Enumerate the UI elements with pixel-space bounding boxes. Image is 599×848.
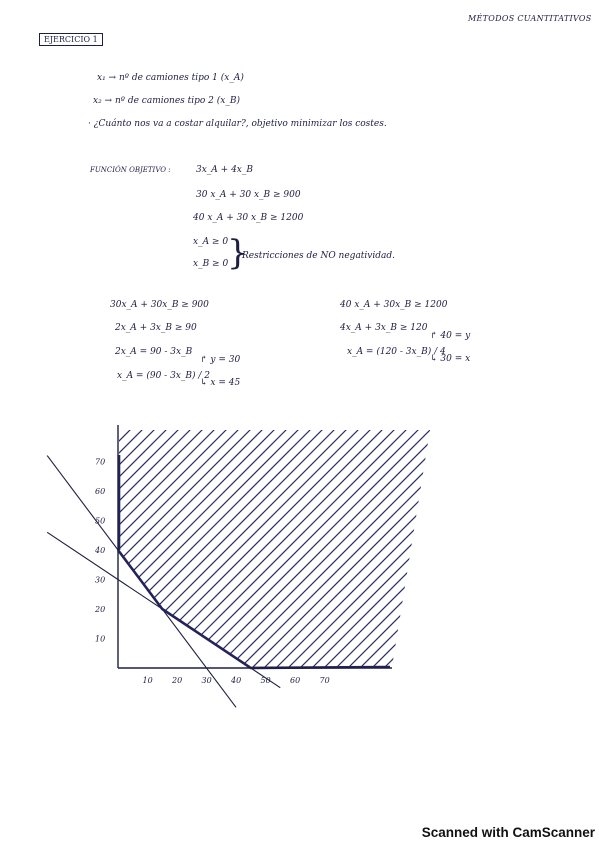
x-tick-label: 10 — [142, 676, 153, 685]
left-calc-line-2: 2x_A + 3x_B ≥ 90 — [115, 323, 197, 333]
course-header: MÉTODOS CUANTITATIVOS — [468, 14, 592, 23]
hatch-line — [100, 304, 460, 664]
hatch-line — [100, 592, 460, 848]
x-tick-labels — [143, 676, 330, 685]
scanner-footer: Scanned with CamScanner — [421, 825, 595, 840]
y-tick-label: 20 — [95, 605, 106, 614]
exercise-title: EJERCICIO 1 — [39, 33, 103, 46]
constraint-2: 40 x_A + 30 x_B ≥ 1200 — [193, 213, 304, 223]
definition-x2: x₂ → nº de camiones tipo 2 (x_B) — [93, 96, 240, 106]
hatch-line — [100, 316, 460, 676]
definition-goal: · ¿Cuánto nos va a costar alquilar?, objetivo minimizar los costes. — [88, 119, 387, 129]
hatch-line — [100, 100, 460, 460]
y-tick-label: 70 — [95, 457, 106, 467]
right-calc-line-3: x_A = (120 - 3x_B) / 4 — [347, 347, 446, 357]
definition-x1: x₁ → nº de camiones tipo 1 (x_A) — [97, 73, 244, 83]
hatch-line — [100, 628, 460, 848]
left-result-y: ↱ y = 30 — [200, 355, 241, 365]
x-tick-label: 50 — [260, 676, 271, 685]
feasible-boundary — [118, 550, 390, 668]
left-calc-line-4: x_A = (90 - 3x_B) / 2 — [117, 371, 210, 381]
objective-function: 3x_A + 4x_B — [196, 165, 253, 175]
right-result-x: ↳ 30 = x — [430, 354, 471, 364]
x-tick-label: 70 — [319, 676, 330, 685]
x-tick-label: 30 — [201, 676, 212, 685]
y-tick-labels — [94, 458, 105, 644]
y-tick-label: 50 — [95, 516, 106, 526]
objective-label: FUNCIÓN OBJETIVO : — [90, 166, 171, 174]
hatch-line — [100, 520, 460, 848]
left-result-x: ↳ x = 45 — [200, 378, 241, 388]
brace-symbol: } — [227, 233, 249, 273]
hatch-line — [100, 508, 460, 848]
hatch-line — [100, 616, 460, 848]
y-tick-label: 30 — [95, 575, 106, 585]
hatch-line — [100, 328, 460, 688]
hatch-line — [100, 112, 460, 472]
hatch-line — [100, 352, 460, 712]
right-result-y: ↱ 40 = y — [430, 331, 471, 341]
right-calc-line-1: 40 x_A + 30x_B ≥ 1200 — [340, 300, 448, 310]
hatch-line — [100, 340, 460, 700]
nonneg-b: x_B ≥ 0 — [193, 259, 229, 269]
y-tick-label: 10 — [95, 634, 106, 644]
hatch-line — [100, 568, 460, 848]
y-tick-label: 40 — [95, 546, 106, 555]
hatch-lines — [100, 100, 460, 848]
left-calc-line-3: 2x_A = 90 - 3x_B — [115, 347, 193, 357]
hatch-line — [100, 640, 460, 848]
nonneg-a: x_A ≥ 0 — [193, 237, 229, 247]
x-tick-label: 60 — [290, 676, 301, 685]
hatch-line — [100, 544, 460, 848]
right-calc-line-2: 4x_A + 3x_B ≥ 120 — [340, 323, 428, 333]
constraint-1: 30 x_A + 30 x_B ≥ 900 — [196, 190, 301, 200]
hatch-line — [100, 364, 460, 724]
left-calc-line-1: 30x_A + 30x_B ≥ 900 — [110, 300, 209, 310]
hatch-line — [100, 652, 460, 848]
hatch-line — [100, 580, 460, 848]
y-tick-label: 60 — [95, 487, 106, 496]
x-tick-label: 40 — [231, 676, 242, 685]
hatch-line — [100, 496, 460, 848]
hatch-line — [100, 280, 460, 640]
x-tick-label: 20 — [172, 676, 183, 685]
nonneg-text: Restricciones de NO negatividad. — [242, 251, 396, 261]
